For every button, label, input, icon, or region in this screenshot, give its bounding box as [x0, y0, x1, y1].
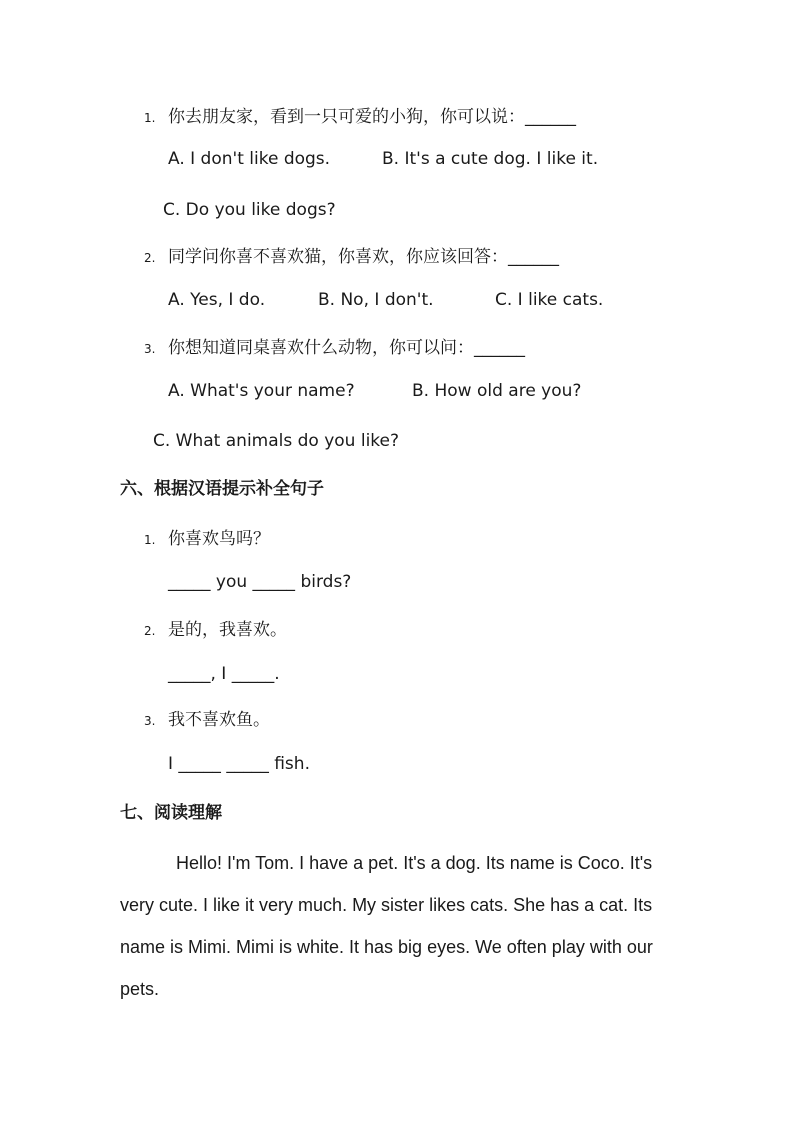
- section-heading: 七、阅读理解: [120, 803, 222, 823]
- option-b: B. It's a cute dog. I like it.: [382, 149, 599, 169]
- passage-line: name is Mimi. Mimi is white. It has big eyes. We often play with our: [120, 937, 653, 957]
- item-number: 1.: [144, 533, 156, 547]
- passage-line: very cute. I like it very much. My sister likes cats. She has a cat. Its: [120, 895, 653, 915]
- question-prompt: 你去朋友家，看到一只可爱的小狗，你可以说：______: [168, 107, 576, 127]
- option-a: A. I don't like dogs.: [168, 149, 331, 169]
- option-a: A. What's your name?: [168, 381, 355, 401]
- passage-line: Hello! I'm Tom. I have a pet. It's a dog. Its name is Coco. It's: [176, 853, 653, 873]
- chinese-prompt: 是的，我喜欢。: [168, 620, 287, 640]
- question-number: 1.: [144, 111, 156, 125]
- fill-in-sentence: _____ you _____ birds?: [168, 572, 352, 592]
- item-number: 2.: [144, 624, 156, 638]
- fill-in-sentence: I _____ _____ fish.: [168, 754, 310, 774]
- question-number: 2.: [144, 251, 156, 265]
- passage-line: pets.: [120, 979, 160, 999]
- option-c: C. Do you like dogs?: [163, 200, 336, 220]
- reading-passage: [120, 842, 680, 1010]
- option-b: B. How old are you?: [412, 381, 582, 401]
- question-prompt: 同学问你喜不喜欢猫，你喜欢，你应该回答：______: [168, 247, 559, 267]
- question-number: 3.: [144, 342, 156, 356]
- item-number: 3.: [144, 714, 156, 728]
- option-a: A. Yes, I do.: [168, 290, 266, 310]
- option-c: C. I like cats.: [495, 290, 604, 310]
- option-c: C. What animals do you like?: [153, 431, 400, 451]
- option-b: B. No, I don't.: [318, 290, 434, 310]
- section-heading: 六、根据汉语提示补全句子: [120, 479, 324, 499]
- chinese-prompt: 你喜欢鸟吗？: [168, 529, 270, 549]
- chinese-prompt: 我不喜欢鱼。: [168, 710, 270, 730]
- question-prompt: 你想知道同桌喜欢什么动物，你可以问：______: [168, 338, 525, 358]
- fill-in-sentence: _____, I _____.: [168, 664, 280, 684]
